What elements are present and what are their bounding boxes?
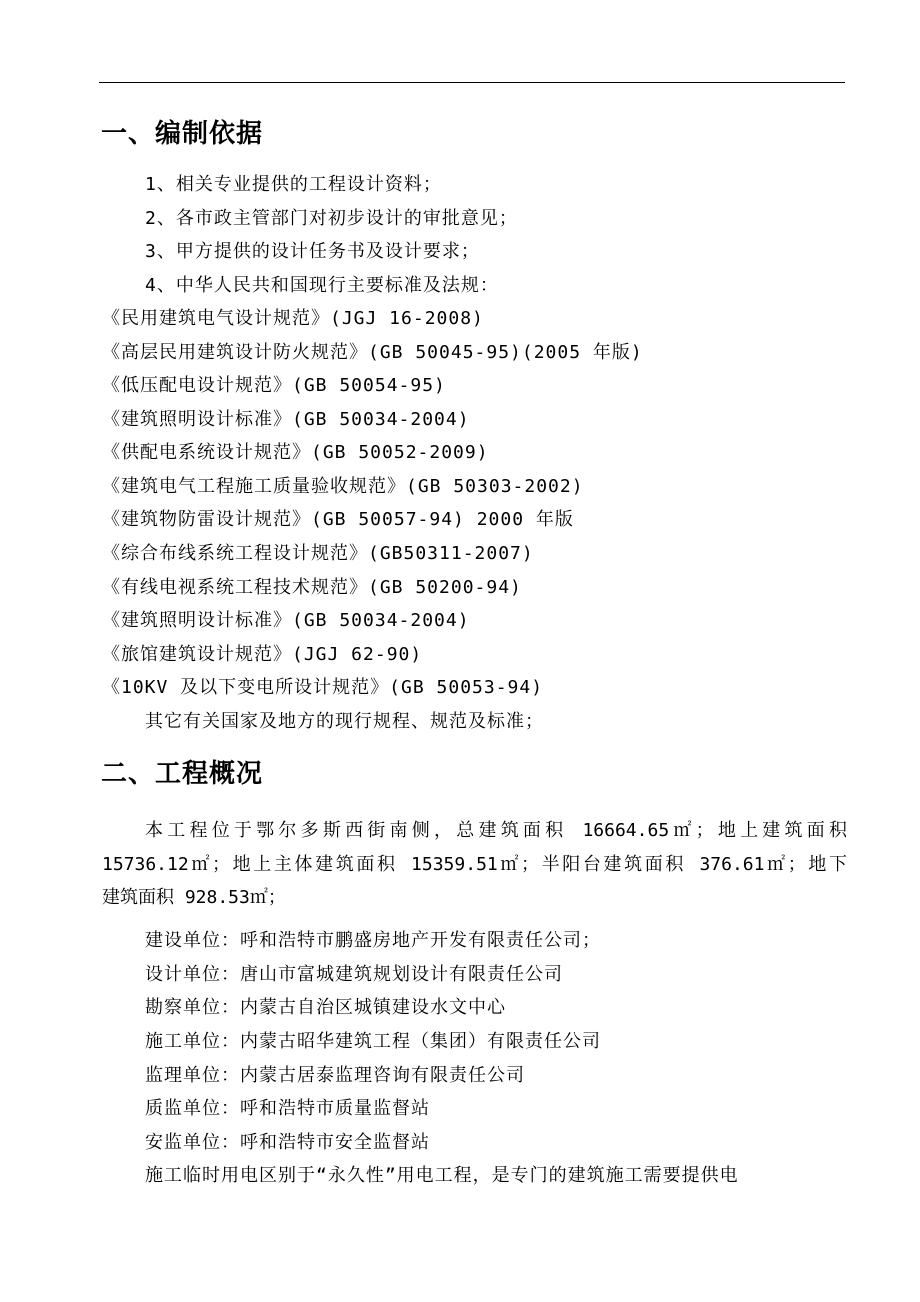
standard-item: 《建筑电气工程施工质量验收规范》(GB 50303-2002) (102, 476, 584, 497)
basis-item-2: 2、各市政主管部门对初步设计的审批意见； (145, 208, 518, 229)
unit-survey: 勘察单位：内蒙古自治区城镇建设水文中心 (145, 997, 506, 1018)
temporary-power-line: 施工临时用电区别于“永久性”用电工程，是专门的建筑施工需要提供电 (145, 1165, 739, 1186)
unit-safety: 安监单位：呼和浩特市安全监督站 (145, 1132, 430, 1153)
basis-item-3: 3、甲方提供的设计任务书及设计要求； (145, 241, 480, 262)
section-2-title: 二、工程概况 (101, 759, 264, 789)
unit-quality: 质监单位：呼和浩特市质量监督站 (145, 1098, 430, 1119)
standard-item: 《建筑物防雷设计规范》(GB 50057-94) 2000 年版 (102, 509, 574, 530)
overview-line-2: 15736.12㎡；地上主体建筑面积 15359.51㎡；半阳台建筑面积 376.61㎡；地下 (102, 854, 847, 875)
standard-item: 《综合布线系统工程设计规范》(GB50311-2007) (102, 543, 534, 564)
section-1-title: 一、编制依据 (101, 119, 264, 149)
standard-item: 《高层民用建筑设计防火规范》(GB 50045-95)(2005 年版) (102, 342, 643, 363)
header-rule (99, 82, 845, 83)
basis-item-1: 1、相关专业提供的工程设计资料； (145, 174, 442, 195)
standard-item: 《供配电系统设计规范》(GB 50052-2009) (102, 442, 489, 463)
basis-closing: 其它有关国家及地方的现行规程、规范及标准； (145, 711, 544, 732)
standard-item: 《民用建筑电气设计规范》(JGJ 16-2008) (102, 308, 484, 329)
standard-item: 《建筑照明设计标准》(GB 50034-2004) (102, 409, 470, 430)
unit-construction: 建设单位：呼和浩特市鹏盛房地产开发有限责任公司； (145, 930, 601, 951)
overview-line-1: 本工程位于鄂尔多斯西街南侧，总建筑面积 16664.65㎡；地上建筑面积 (145, 820, 847, 841)
basis-item-4: 4、中华人民共和国现行主要标准及法规： (145, 275, 499, 296)
standard-item: 《低压配电设计规范》(GB 50054-95) (102, 375, 446, 396)
unit-supervision: 监理单位：内蒙古居泰监理咨询有限责任公司 (145, 1065, 525, 1086)
overview-line-3: 建筑面积 928.53㎡； (102, 887, 286, 908)
standard-item: 《有线电视系统工程技术规范》(GB 50200-94) (102, 577, 522, 598)
standard-item: 《建筑照明设计标准》(GB 50034-2004) (102, 610, 470, 631)
standard-item: 《10KV 及以下变电所设计规范》(GB 50053-94) (102, 677, 544, 698)
standard-item: 《旅馆建筑设计规范》(JGJ 62-90) (102, 644, 423, 665)
unit-contractor: 施工单位：内蒙古昭华建筑工程（集团）有限责任公司 (145, 1031, 601, 1052)
unit-design: 设计单位：唐山市富城建筑规划设计有限责任公司 (145, 964, 563, 985)
